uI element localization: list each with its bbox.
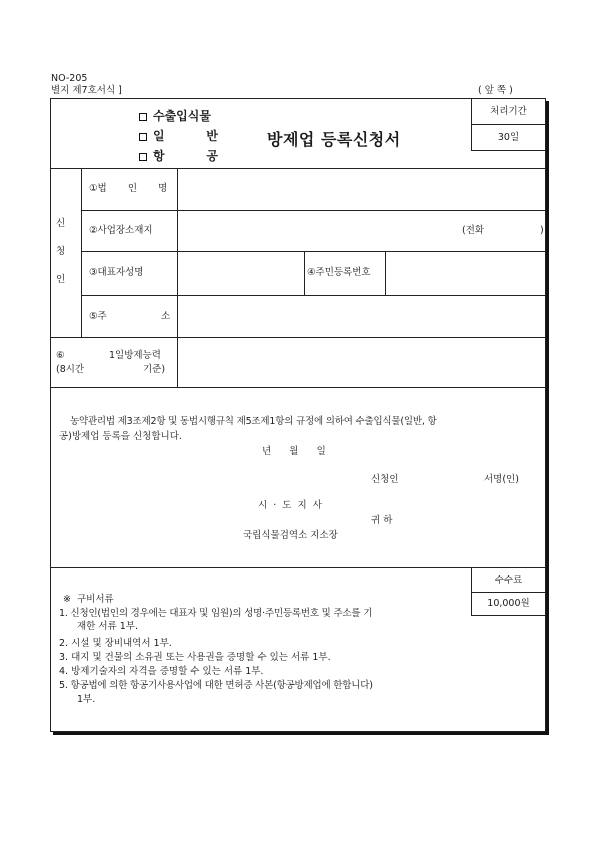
capacity-basis-label: (8시간	[56, 364, 85, 375]
phone-label: (전화	[462, 225, 485, 236]
option-export-import: 수출입식물	[139, 108, 218, 124]
form-options	[139, 108, 218, 164]
statement-line-2: 공)방제업 등록을 신청합니다.	[59, 431, 182, 442]
option-aviation: 항 공	[139, 148, 218, 164]
form-reference: 별지 제7호서식 ]	[51, 85, 122, 96]
page-side: ( 앞 쪽 )	[478, 85, 513, 96]
checkbox-icon	[139, 133, 147, 141]
recipient-honorific: 귀 하	[371, 515, 393, 526]
corp-name-field[interactable]	[178, 169, 545, 209]
capacity-basis-label-end: 기준)	[143, 364, 166, 375]
required-docs-heading: ※ 구비서류	[63, 594, 114, 605]
required-doc-item: 2. 시설 및 장비내역서 1부.	[59, 638, 172, 649]
capacity-label-number: ⑥	[56, 350, 65, 361]
processing-period-label: 처리기간	[490, 106, 527, 117]
resident-number-field[interactable]	[386, 252, 545, 294]
checkbox-icon	[139, 113, 147, 121]
required-doc-item: 4. 방제기술자의 자격을 증명할 수 있는 서류 1부.	[59, 666, 264, 677]
capacity-label: 1일방제능력	[109, 350, 161, 361]
required-doc-item: 3. 대지 및 건물의 소유권 또는 사용권을 증명할 수 있는 서류 1부.	[59, 652, 331, 663]
form-number: NO-205	[51, 73, 88, 84]
phone-label-close: )	[540, 225, 544, 236]
application-date: 년 월 일	[262, 446, 326, 457]
checkbox-icon	[139, 153, 147, 161]
required-doc-item: 1. 신청인(법인의 경우에는 대표자 및 임원)의 성명·주민등록번호 및 주소를 기	[59, 608, 373, 619]
representative-name-label: ③대표자성명	[89, 267, 144, 278]
business-address-label: ②사업장소재지	[89, 225, 153, 236]
applicant-signature-label: 신청인	[371, 474, 399, 485]
option-general: 일 반	[139, 128, 218, 144]
required-doc-item: 재한 서류 1부.	[77, 621, 138, 632]
page-title: 방제업 등록신청서	[267, 130, 401, 149]
recipient-governor: 시 · 도 지 사	[258, 500, 322, 511]
address-field[interactable]	[178, 296, 545, 336]
processing-period-value: 30일	[497, 132, 520, 143]
address-label: ⑤주	[89, 311, 107, 322]
signature-seal-label: 서명(인)	[484, 474, 519, 485]
resident-number-label: ④주민등록번호	[307, 267, 371, 278]
business-address-field[interactable]	[178, 211, 545, 250]
statement-line-1: 농약관리법 제3조제2항 및 동법시행규칙 제5조제1항의 규정에 의하여 수출입식물(일반, 항	[70, 416, 437, 427]
capacity-field[interactable]	[178, 338, 545, 386]
representative-name-field[interactable]	[178, 252, 303, 294]
required-doc-item: 1부.	[77, 694, 96, 705]
recipient-quarantine-office: 국립식물검역소 지소장	[243, 530, 338, 541]
fee-value: 10,000원	[487, 598, 530, 609]
address-label-end: 소	[161, 311, 171, 322]
applicant-group-label: 신 청 인	[56, 218, 66, 285]
corp-name-label: ①법 인 명	[89, 183, 168, 194]
required-doc-item: 5. 항공법에 의한 항공기사용사업에 대한 면허증 사본(항공방제업에 한합니다)	[59, 680, 373, 691]
fee-label: 수수료	[494, 575, 523, 586]
